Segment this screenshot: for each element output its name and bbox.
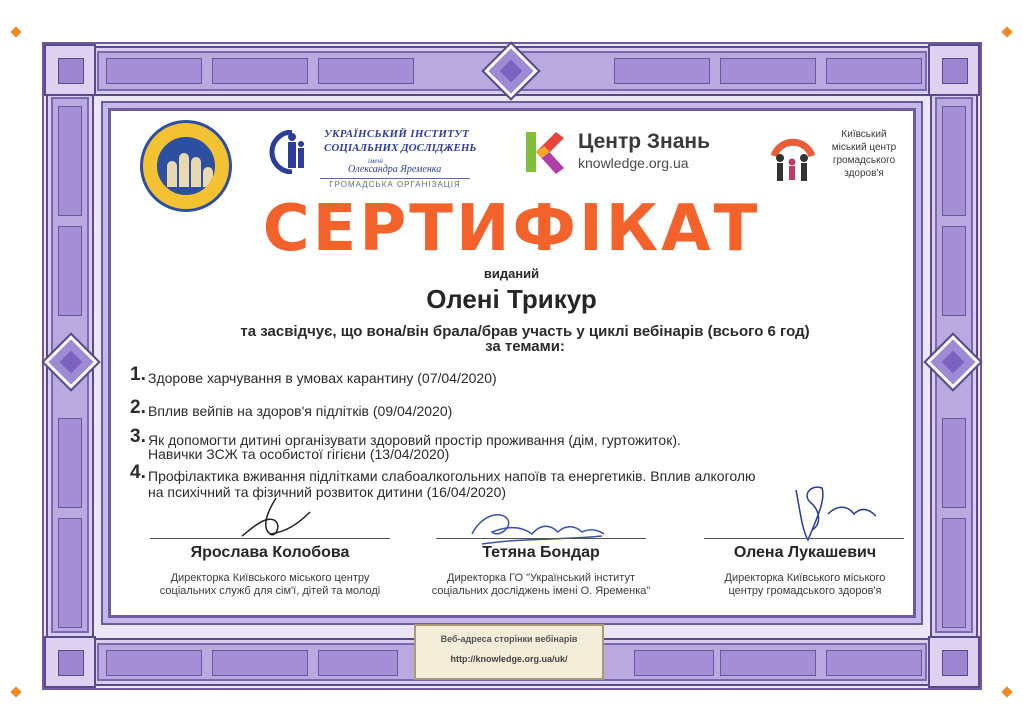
corner-dot [10, 26, 21, 37]
institute-name-line4: Олександра Яременка [348, 164, 442, 175]
webinar-address-box [414, 624, 604, 680]
knowledge-k-icon [520, 128, 568, 176]
signatory-name: Ярослава Колобова [190, 544, 350, 561]
webinar-address-link[interactable]: http://knowledge.org.ua/uk/ [450, 654, 568, 664]
knowledge-center-name: Центр Знань [578, 130, 711, 153]
knowledge-center-logo [520, 128, 750, 176]
corner-dot [1001, 26, 1012, 37]
signatory-role: Директорка ГО "Український інститут соціальних досліджень імені О. Яременка" [431, 572, 651, 597]
institute-logo [268, 126, 478, 194]
health-center-family-icon [768, 134, 818, 188]
institute-name-line3: імені [368, 157, 383, 165]
signatory-role: Директорка Київського міського центру соціальних служб для сім'ї, дітей та молоді [159, 572, 381, 597]
health-center-name: Київський міський центр громадського здоров'я [831, 129, 897, 179]
institute-name-line1: УКРАЇНСЬКИЙ ІНСТИТУТ [324, 128, 470, 140]
institute-mark-icon [268, 130, 316, 174]
institute-name-line2: СОЦІАЛЬНИХ ДОСЛІДЖЕНЬ [324, 142, 477, 154]
corner-ornament-bottom-right [928, 636, 980, 688]
institute-org-type: ГРОМАДСЬКА ОРГАНІЗАЦІЯ [320, 178, 470, 189]
signature-line [436, 538, 646, 539]
signature [236, 494, 316, 544]
issued-label: виданий [483, 266, 540, 281]
webinar-address-label: Веб-адреса сторінки вебінарів [440, 634, 578, 644]
signature-line [704, 538, 904, 539]
corner-dot [10, 686, 21, 697]
signatory-name: Олена Лукашевич [733, 544, 877, 561]
recipient-name: Олені Трикур [426, 284, 597, 314]
confirmation-text: та засвідчує, що вона/він брала/брав участь у циклі вебінарів (всього 6 год) за темами: [240, 323, 810, 355]
knowledge-center-url: knowledge.org.ua [578, 155, 689, 171]
corner-dot [1001, 686, 1012, 697]
signatory-role: Директорка Київського міського центру громадського здоров'я [724, 572, 886, 597]
signature [782, 480, 882, 550]
health-center-logo [768, 126, 908, 190]
signature-line [150, 538, 390, 539]
corner-ornament-top-left [44, 44, 96, 96]
corner-ornament-top-right [928, 44, 980, 96]
certificate-title: СЕРТИФІКАТ [262, 192, 761, 266]
corner-ornament-bottom-left [44, 636, 96, 688]
signatory-name: Тетяна Бондар [482, 544, 600, 561]
